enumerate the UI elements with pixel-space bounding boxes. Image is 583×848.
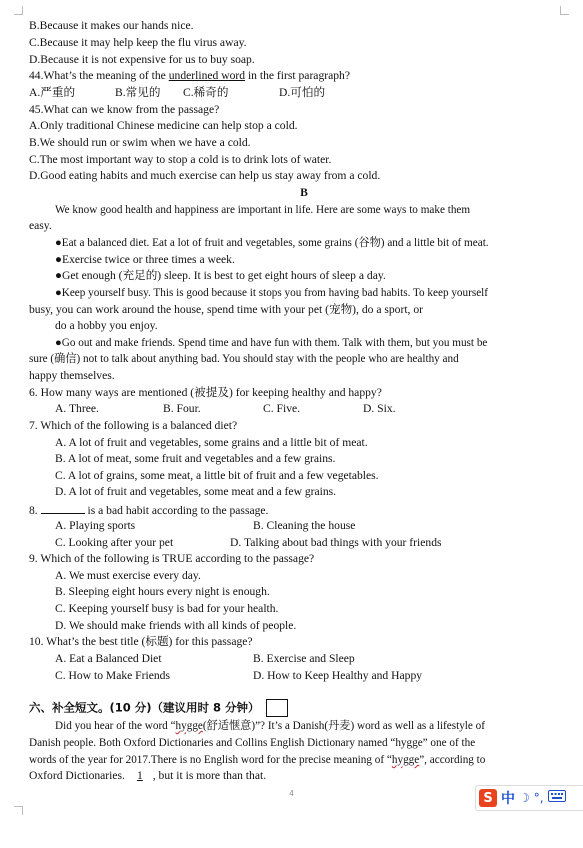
crop-mark-top-left (14, 6, 23, 15)
q44-stem-underlined: underlined word (168, 69, 246, 82)
q9-option-a: A. We must exercise every day. (55, 569, 201, 582)
page-number: 4 (289, 789, 294, 798)
bullet-keep-busy-line3: do a hobby you enjoy. (55, 319, 158, 332)
q45-option-a: A.Only traditional Chinese medicine can help stop a cold. (29, 119, 298, 132)
ime-language-toggle[interactable]: 中 (501, 791, 515, 807)
q7-option-a: A. A lot of fruit and vegetables, some grains and a little bit of meat. (55, 436, 368, 449)
q8-option-b: B. Cleaning the house (253, 519, 356, 532)
q6-option-b: B. Four. (163, 402, 201, 415)
q44-option-c: C.稀奇的 (183, 86, 229, 99)
q8-option-a: A. Playing sports (55, 519, 136, 532)
q9-stem: 9. Which of the following is TRUE according to the passage? (29, 552, 315, 565)
section6-heading (29, 699, 555, 717)
section6-heading-text: 六、补全短文。(10 分)（建议用时 8 分钟） (29, 700, 260, 715)
section6-line4-start: Oxford Dictionaries. (29, 769, 125, 782)
section-b-heading: B (300, 186, 308, 199)
bullet-make-friends-line1: ●Go out and make friends. Spend time and have fun with them. Talk with them, but you must be (55, 337, 488, 349)
q44-option-d: D.可怕的 (279, 86, 326, 99)
q45-option-d: D.Good eating habits and much exercise can help us stay away from a cold. (29, 169, 381, 182)
q10-option-d: D. How to Keep Healthy and Happy (253, 669, 423, 682)
q6-stem: 6. How many ways are mentioned (被提及) for keeping healthy and happy? (29, 386, 382, 399)
q6-option-d: D. Six. (363, 402, 396, 415)
section6-line3 (29, 752, 555, 769)
q6-option-a: A. Three. (55, 402, 99, 415)
q45-option-c: C.The most important way to stop a cold is to drink lots of water. (29, 153, 332, 166)
punctuation-toggle[interactable]: °, (533, 791, 544, 805)
q44-stem-suffix: in the first paragraph? (245, 69, 350, 82)
q7-option-c: C. A lot of grains, some meat, a little bit of fruit and a few vegetables. (55, 469, 379, 482)
moon-icon[interactable]: ☽ (519, 791, 530, 805)
q10-option-b: B. Exercise and Sleep (253, 652, 355, 665)
score-box (266, 699, 288, 717)
section6-line1 (55, 718, 555, 735)
section6-line1-start: Did you hear of the word “ (55, 720, 176, 732)
bullet-balanced-diet: ●Eat a balanced diet. Eat a lot of fruit and vegetables, some grains (谷物) and a little bit of meat. (55, 237, 489, 249)
q45-stem: 45.What can we know from the passage? (29, 103, 220, 116)
section6-line3-start: words of the year for 2017.There is no English word for the precise meaning of “ (29, 754, 392, 766)
bullet-sleep: ●Get enough (充足的) sleep. It is best to get eight hours of sleep a day. (55, 269, 386, 282)
bullet-exercise: ●Exercise twice or three times a week. (55, 253, 235, 266)
q44-option-b: B.常见的 (115, 86, 161, 99)
q10-option-c: C. How to Make Friends (55, 669, 170, 682)
section6-line4-end: , but it is more than that. (152, 769, 267, 782)
ime-toolbar[interactable] (475, 785, 583, 811)
q9-option-c: C. Keeping yourself busy is bad for your health. (55, 602, 279, 615)
crop-mark-bottom-left (14, 806, 23, 815)
q45-option-b: B.We should run or swim when we have a cold. (29, 136, 251, 149)
section6-line2: Danish people. Both Oxford Dictionaries and Collins English Dictionary named “hygge” one of the (29, 737, 476, 749)
q43-option-d: D.Because it is not expensive for us to buy soap. (29, 53, 255, 66)
q10-option-a: A. Eat a Balanced Diet (55, 652, 162, 665)
q44-option-a: A.严重的 (29, 86, 76, 99)
bullet-keep-busy-line2: busy, you can work around the house, spend time with your pet (宠物), do a sport, or (29, 303, 424, 316)
q8-stem (29, 501, 555, 520)
q10-stem: 10. What’s the best title (标题) for this passage? (29, 635, 253, 648)
q8-stem-text: is a bad habit according to the passage. (84, 504, 269, 517)
q7-option-b: B. A lot of meat, some fruit and vegetables and a few grains. (55, 452, 336, 465)
q7-option-d: D. A lot of fruit and vegetables, some meat and a few grains. (55, 485, 337, 498)
q44-stem (29, 68, 555, 85)
bullet-make-friends-line2: sure (确信) not to talk about anything bad. You should stay with the people who are healthy and (29, 353, 459, 365)
q43-option-b: B.Because it makes our hands nice. (29, 19, 194, 32)
q43-option-c: C.Because it may help keep the flu virus away. (29, 36, 247, 49)
q8-option-d: D. Talking about bad things with your friends (230, 536, 442, 549)
q9-option-b: B. Sleeping eight hours every night is enough. (55, 585, 270, 598)
blank-1: 1 (136, 769, 143, 782)
hygge-word: hygge (175, 720, 203, 732)
bullet-make-friends-line3: happy themselves. (29, 369, 115, 382)
q9-option-d: D. We should make friends with all kinds of people. (55, 619, 297, 632)
section6-line1-end: (舒适惬意)”? It’s a Danish(丹麦) word as well as a lifestyle of (202, 720, 485, 732)
q7-stem: 7. Which of the following is a balanced diet? (29, 419, 238, 432)
section6-line3-end: ”, according to (419, 754, 486, 766)
sogou-logo-icon[interactable]: S (479, 789, 497, 807)
q8-answer-blank (41, 501, 85, 514)
q44-stem-prefix: 44.What’s the meaning of the (29, 69, 169, 82)
q6-option-c: C. Five. (263, 402, 301, 415)
hygge-word-2: hygge (391, 754, 420, 766)
section-b-intro-line1: We know good health and happiness are important in life. Here are some ways to make them (55, 204, 471, 216)
q8-number: 8. (29, 504, 38, 517)
bullet-keep-busy-line1: ●Keep yourself busy. This is good because it stops you from having bad habits. To keep yourself (55, 287, 488, 299)
keyboard-icon[interactable] (548, 790, 566, 806)
q8-option-c: C. Looking after your pet (55, 536, 174, 549)
section6-line4 (29, 768, 555, 785)
section-b-intro-line2: easy. (29, 219, 52, 232)
crop-mark-top-right (560, 6, 569, 15)
